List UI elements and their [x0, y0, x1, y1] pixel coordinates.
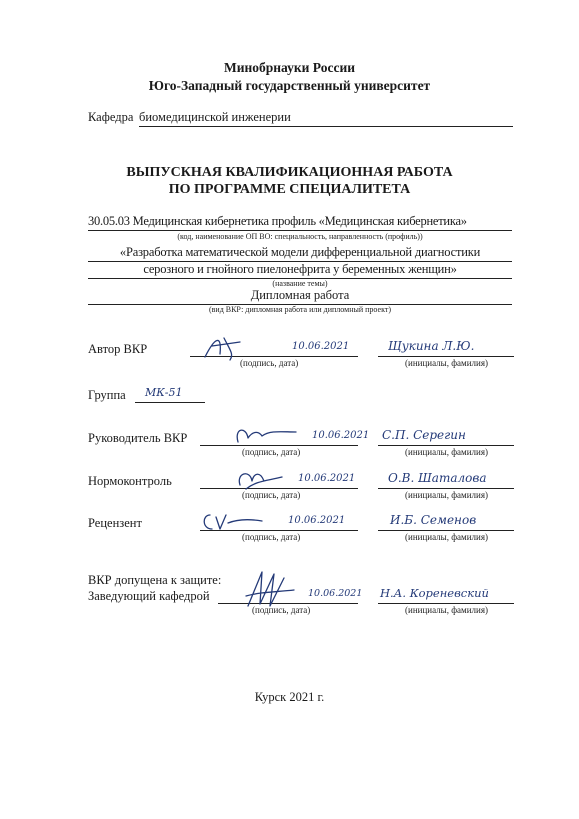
group-label: Группа: [88, 388, 126, 402]
author-sign-date: 10.06.2021: [292, 341, 350, 352]
author-handwritten-name: Щукина Л.Ю.: [388, 339, 475, 353]
city-year: Курск 2021 г.: [254, 690, 325, 704]
topic-line2: серозного и гнойного пиелонефрита у беременных женщин»: [88, 262, 512, 279]
normcontrol-sign-date: 10.06.2021: [298, 473, 356, 484]
department-label: Кафедра: [88, 110, 134, 124]
normcontrol-sign-caption: (подпись, дата): [242, 490, 301, 500]
admission-name-caption: (инициалы, фамилия): [405, 605, 488, 615]
work-title-line1: ВЫПУСКНАЯ КВАЛИФИКАЦИОННАЯ РАБОТА: [126, 165, 453, 180]
supervisor-label: Руководитель ВКР: [88, 431, 188, 445]
reviewer-signature: [198, 505, 268, 535]
author-label: Автор ВКР: [88, 342, 148, 356]
topic-line1: «Разработка математической модели дифференциальной диагностики: [88, 245, 512, 262]
specialty-field: [88, 214, 512, 231]
admission-handwritten-name: Н.А. Кореневский: [380, 586, 489, 600]
admission-sign-caption: (подпись, дата): [252, 605, 311, 615]
specialty-caption: (код, наименование ОП ВО: специальность, направленность (профиль)): [177, 232, 423, 241]
work-type-value: Дипломная работа: [88, 288, 512, 305]
reviewer-label: Рецензент: [88, 516, 142, 530]
normcontrol-label: Нормоконтроль: [88, 474, 172, 488]
department-name: биомедицинской инженерии: [139, 110, 291, 124]
specialty-value: 30.05.03 Медицинская кибернетика профиль «Медицинская кибернетика»: [88, 214, 467, 228]
work-title-line2: ПО ПРОГРАММЕ СПЕЦИАЛИТЕТА: [168, 182, 411, 197]
university-name: Юго-Западный государственный университет: [148, 78, 431, 93]
department-field: [139, 110, 513, 127]
admission-sign-date: 10.06.2021: [308, 588, 363, 599]
reviewer-name-caption: (инициалы, фамилия): [405, 532, 488, 542]
reviewer-handwritten-name: И.Б. Семенов: [390, 513, 477, 527]
topic-caption: (название темы): [272, 279, 328, 288]
supervisor-sign-caption: (подпись, дата): [242, 447, 301, 457]
reviewer-sign-date: 10.06.2021: [288, 515, 346, 526]
normcontrol-name-caption: (инициалы, фамилия): [405, 490, 488, 500]
work-type-caption: (вид ВКР: дипломная работа или дипломный проект): [208, 305, 392, 314]
normcontrol-handwritten-name: О.В. Шаталова: [388, 471, 487, 485]
admission-label: ВКР допущена к защите:: [88, 573, 222, 587]
ministry-name: Минобрнауки России: [223, 60, 356, 75]
head-of-department-label: Заведующий кафедрой: [88, 589, 210, 603]
supervisor-handwritten-name: С.П. Серегин: [382, 428, 466, 442]
reviewer-sign-caption: (подпись, дата): [242, 532, 301, 542]
author-sign-caption: (подпись, дата): [240, 358, 299, 368]
supervisor-sign-date: 10.06.2021: [312, 430, 370, 441]
supervisor-signature: [232, 420, 302, 450]
supervisor-name-caption: (инициалы, фамилия): [405, 447, 488, 457]
group-value: МК-51: [145, 386, 183, 399]
author-name-caption: (инициалы, фамилия): [405, 358, 488, 368]
